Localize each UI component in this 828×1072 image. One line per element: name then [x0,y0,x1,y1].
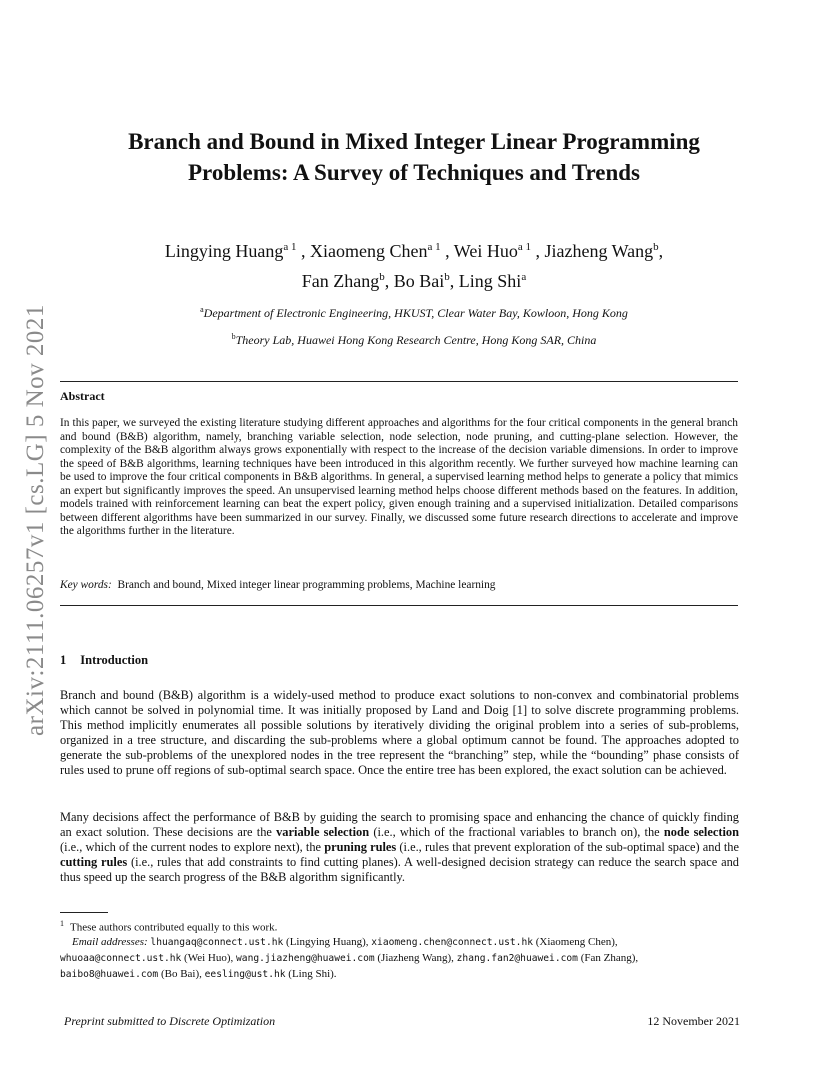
keywords-label: Key words: [60,579,112,591]
term-pruning-rules: pruning rules [324,840,397,854]
email-owner: (Xiaomeng Chen), [533,936,618,949]
footnote-rule [60,912,108,913]
footnote-mark: 1 [60,919,64,928]
email-addresses [60,935,739,951]
author-name: Jiazheng Wang [544,241,654,261]
abstract-top-rule [60,381,738,382]
author-mark: a 1 [283,241,297,253]
email-label: Email addresses: [72,936,148,949]
email-owner: (Wei Huo), [181,952,237,965]
title-line-1: Branch and Bound in Mixed Integer Linear Programming [128,129,700,154]
email-link[interactable]: eesling@ust.hk [204,969,286,981]
term-variable-selection: variable selection [276,825,370,839]
keywords [60,578,738,592]
para2-text: Many decisions affect the performance of B&B by guiding the search to promising space and enhancing the chance of quickly finding an exact solution. These decisions are the [60,810,739,839]
author-separator: , [530,241,545,261]
author-mark: a 1 [517,241,531,253]
affiliation-text: Theory Lab, Huawei Hong Kong Research Centre, Hong Kong SAR, China [235,333,597,347]
author-name: Wei Huo [453,241,518,261]
email-link[interactable]: zhang.fan2@huawei.com [456,953,578,965]
footnote [60,917,739,983]
author-list [60,234,768,294]
section-number: 1 [60,653,67,667]
author-name: Xiaomeng Chen [309,241,428,261]
section-title: Introduction [80,653,149,667]
footer-submission-note: Preprint submitted to Discrete Optimization [64,1014,276,1028]
author-mark: b [653,241,659,253]
email-link[interactable]: whuoaa@connect.ust.hk [60,953,182,965]
title-line-2: Problems: A Survey of Techniques and Trends [187,160,640,185]
arxiv-identifier: arXiv:2111.06257v1 [cs.LG] 5 Nov 2021 [22,304,49,736]
author-separator: , [384,271,394,291]
author-name: Bo Bai [393,271,445,291]
affiliation-a [60,298,768,325]
author-name: Fan Zhang [301,271,380,291]
para2-text: (i.e., which of the current nodes to explore next), the [60,840,325,854]
abstract-heading: Abstract [60,389,105,403]
email-owner: (Ling Shi). [285,968,337,981]
para2-text: (i.e., rules that add constraints to find cutting planes). A well-designed decision strategy can reduce the search space and thus speed up the search progress of the B&B algorithm significantly. [60,855,739,884]
email-owner: (Lingying Huang), [283,936,372,949]
keywords-text: Branch and bound, Mixed integer linear programming problems, Machine learning [117,579,496,591]
affiliation-b [60,325,768,352]
email-link[interactable]: wang.jiazheng@huawei.com [236,953,375,965]
email-link[interactable]: baibo8@huawei.com [60,969,159,981]
para2-text: (i.e., rules that prevent exploration of the sub-optimal space) and the [396,840,739,854]
abstract-text: In this paper, we surveyed the existing literature studying different approaches and algorithms for the four critical components in the general branch and bound (B&B) algorithm, namely, branching variable selection, node selection, node pruning, and cutting-plane selection. However, the complexity of the B&B algorithm always grows exponentially with respect to the increase of the decision variable dimensions. In order to improve the speed of B&B algorithms, learning techniques have been introduced in this algorithm recently. We further surveyed how machine learning can be used to improve the four critical components in B&B algorithms. In general, a supervised learning method helps to generate a policy that mimics an expert but significantly improves the speed. An unsupervised learning method helps choose different methods based on the features. In addition, models trained with reinforcement learning can beat the expert policy, given enough training and a supervised initialization. Detailed comparisons between different algorithms have been summarized in our survey. Finally, we discussed some future research directions to accelerate and improve the algorithms further in the literature. [60,417,738,537]
author-mark: a 1 [427,241,441,253]
affiliation-text: Department of Electronic Engineering, HKUST, Clear Water Bay, Kowloon, Hong Kong [203,306,628,320]
author-separator: , [658,241,664,261]
email-owner: (Bo Bai), [158,968,205,981]
email-owner: (Jiazheng Wang), [374,952,457,965]
footnote-line [60,917,739,935]
author-mark: b [379,271,385,283]
author-separator: , [296,241,310,261]
author-separator: , [440,241,454,261]
term-node-selection: node selection [663,825,739,839]
author-mark: a [521,271,527,283]
email-link[interactable]: xiaomeng.chen@connect.ust.hk [371,937,533,949]
paper-title [40,126,788,188]
affiliation-mark: b [231,332,236,341]
email-addresses-cont [60,951,739,967]
email-addresses-cont [60,967,739,983]
affiliation-mark: a [200,305,204,314]
author-name: Ling Shi [458,271,522,291]
intro-paragraph-2 [60,810,739,885]
footer-date: 12 November 2021 [647,1014,740,1028]
term-cutting-rules: cutting rules [60,855,128,869]
email-link[interactable]: lhuangaq@connect.ust.hk [150,937,284,949]
author-mark: b [444,271,450,283]
email-owner: (Fan Zhang), [577,952,639,965]
author-name: Lingying Huang [164,241,284,261]
footnote-text: These authors contributed equally to this work. [70,921,278,934]
affiliation-list [60,298,768,352]
author-separator: , [449,271,459,291]
intro-paragraph-1: Branch and bound (B&B) algorithm is a widely-used method to produce exact solutions to non-convex and combinatorial problems which cannot be solved in polynomial time. It was initially proposed by Land and Doig [1] to solve discrete programming problems. This method implicitly enumerates all possible solutions by iteratively dividing the original problem into a series of sub-problems, organized in a tree structure, and discarding the sub-problems where a global optimum cannot be found. The approaches adopted to generate the sub-problems of the unexplored nodes in the tree represent the “branching” step, while the “bounding” phase consists of rules used to prune off regions of sub-optimal search space. Once the entire tree has been explored, the exact solution can be achieved. [60,688,739,777]
para2-text: (i.e., which of the fractional variables to branch on), the [369,825,664,839]
abstract-bottom-rule [60,605,738,606]
section-heading [60,653,148,668]
